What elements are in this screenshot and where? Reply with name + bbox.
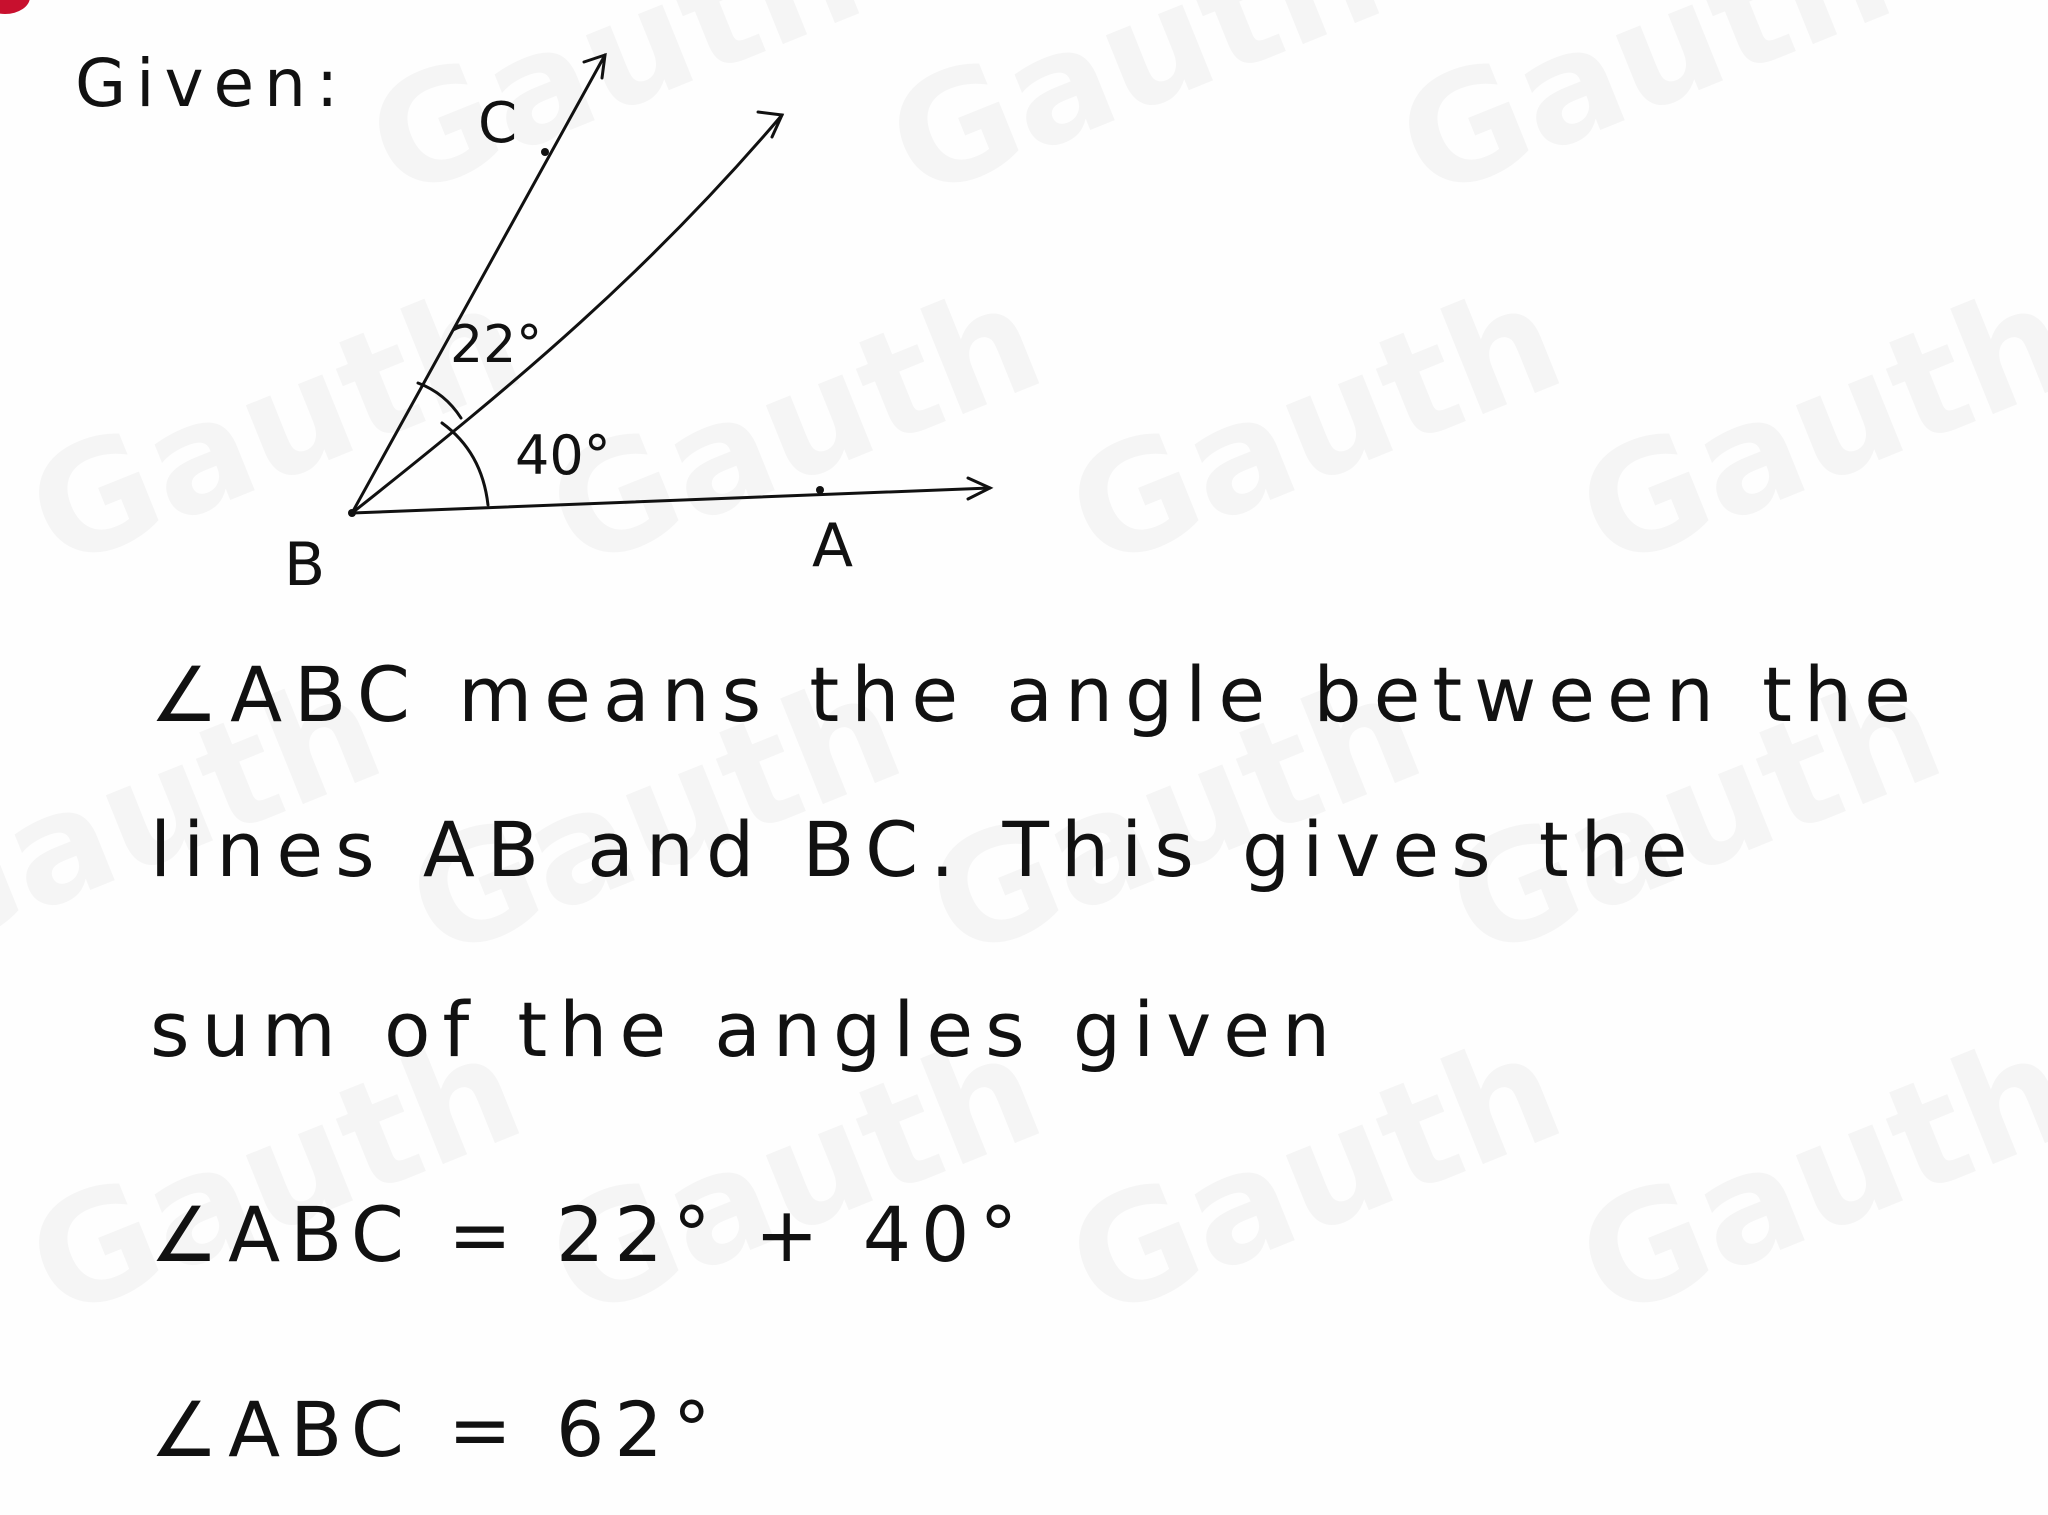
explanation-line-1: ∠ABC means the angle between the [150,650,1923,739]
arrowhead-middle [758,112,782,137]
explanation-line-3: sum of the angles given [150,985,1343,1074]
point-label-a: A [812,511,854,581]
point-a-dot [816,486,824,494]
point-label-c: C [478,91,518,156]
equation-sum: ∠ABC = 22° + 40° [150,1190,1028,1279]
arc-22 [418,383,461,418]
point-c-dot [541,148,549,156]
equation-result: ∠ABC = 62° [150,1385,721,1474]
given-heading: Given: [75,45,349,122]
angle-label-40: 40° [515,424,611,487]
ray-ba [352,488,990,513]
point-b-dot [348,509,356,517]
point-label-b: B [284,530,326,600]
explanation-line-2: lines AB and BC. This gives the [150,805,1700,894]
angle-label-22: 22° [450,315,543,375]
